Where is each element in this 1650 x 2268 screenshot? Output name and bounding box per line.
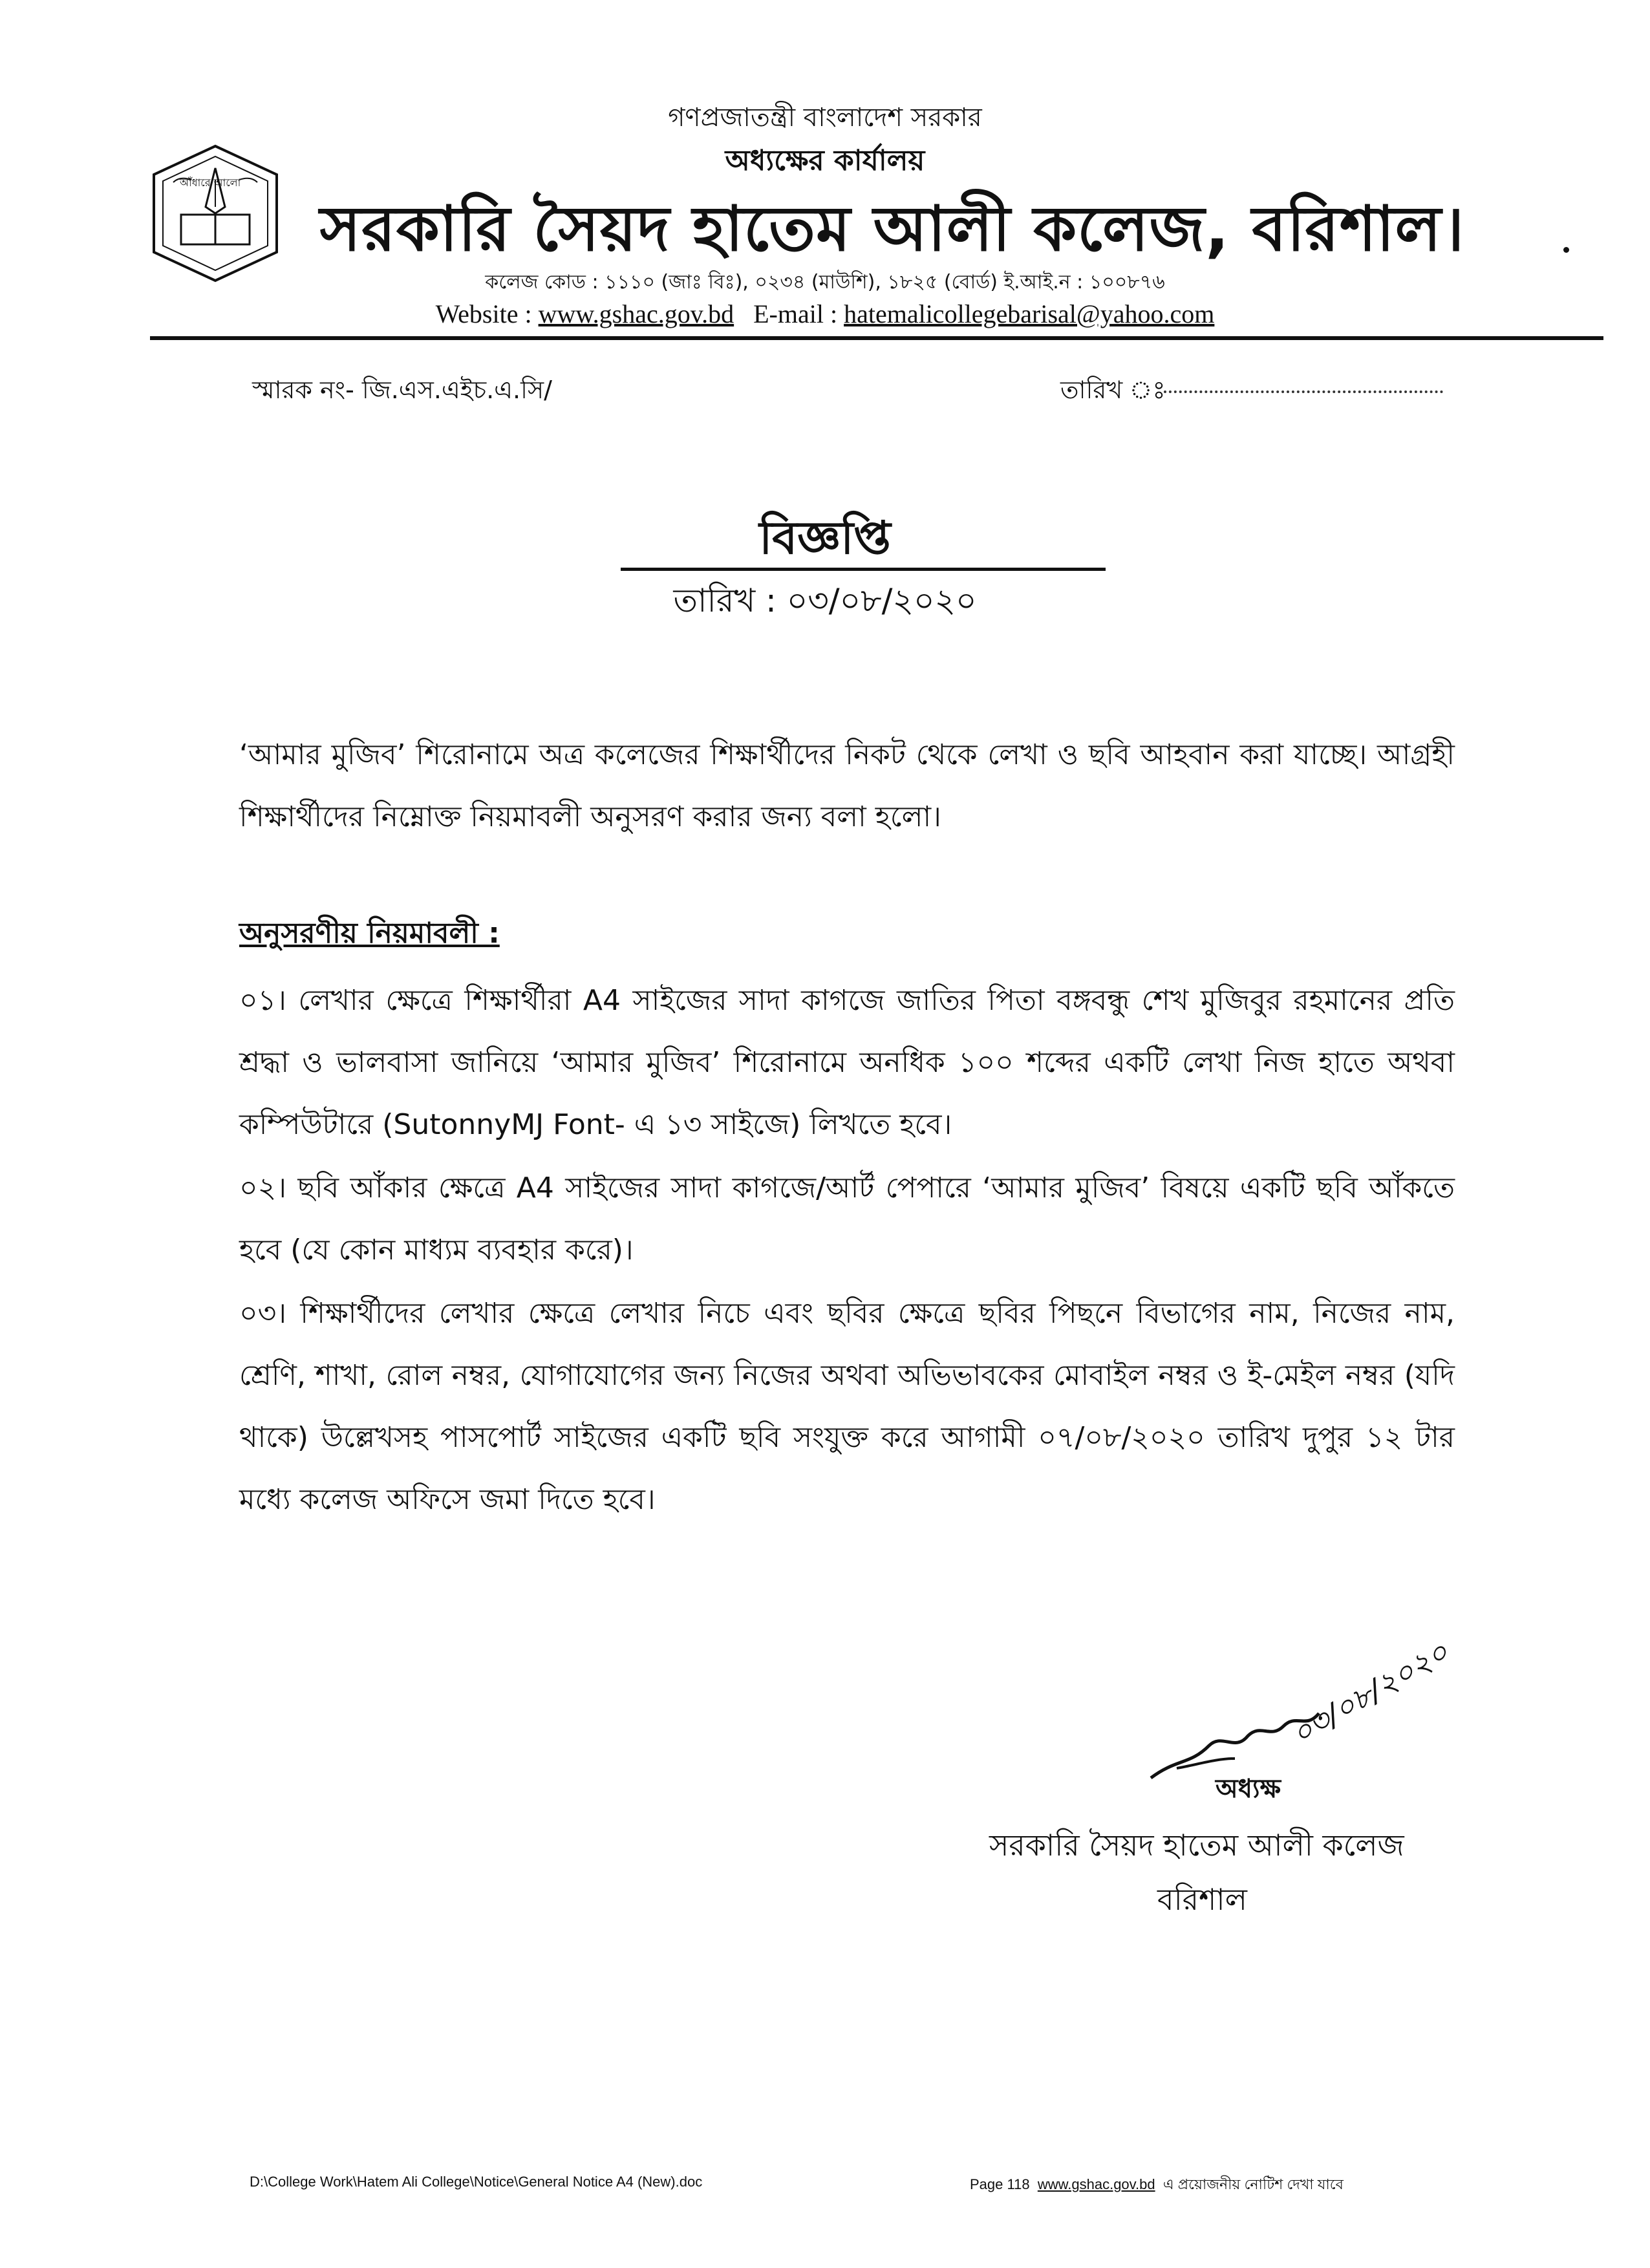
college-name: সরকারি সৈয়দ হাতেম আলী কলেজ, বরিশাল। (319, 193, 1465, 265)
rules-heading: অনুসরণীয় নিয়মাবলী : (239, 917, 500, 950)
edge-dot (1563, 247, 1569, 253)
email-label: E-mail : (753, 299, 838, 328)
footer-site-link[interactable]: www.gshac.gov.bd (1037, 2176, 1155, 2192)
contact-line (0, 299, 1650, 329)
notice-intro: ‘আমার মুজিব’ শিরোনামে অত্র কলেজের শিক্ষার্থীদের নিকট থেকে লেখা ও ছবি আহবান করা যাচ্ছে। আগ্রহী শিক্ষার্থীদের নিম্নোক্ত নিয়মাবলী অনুসরণ করার জন্য বলা হলো। (239, 738, 1455, 833)
website-link[interactable]: www.gshac.gov.bd (538, 299, 734, 328)
email-link[interactable]: hatemalicollegebarisal@yahoo.com (844, 299, 1215, 328)
rule-item-1: ০১। লেখার ক্ষেত্রে শিক্ষার্থীরা A4 সাইজের সাদা কাগজে জাতির পিতা বঙ্গবন্ধু শেখ মুজিবুর রহমানের প্রতি শ্রদ্ধা ও ভালবাসা জানিয়ে ‘আমার মুজিব’ শিরোনামে অনধিক ১০০ শব্দের একটি লেখা নিজ হাতে অথবা কম্পিউটারে (SutonnyMJ Font- এ ১৩ সাইজে) লিখতে হবে। (239, 984, 1455, 1141)
college-codes: কলেজ কোড : ১১১০ (জাঃ বিঃ), ০২৩৪ (মাউশি), ১৮২৫ (বোর্ড) ই.আই.ন : ১০০৮৭৬ (485, 271, 1165, 294)
government-title: গণপ্রজাতন্ত্রী বাংলাদেশ সরকার (668, 103, 982, 133)
office-title: অধ্যক্ষের কার্যালয় (725, 144, 925, 177)
header-divider (150, 336, 1603, 340)
notice-date: তারিখ : ০৩/০৮/২০২০ (673, 582, 977, 619)
notice-heading: বিজ্ঞপ্তি (759, 511, 891, 564)
rule-item-3: ০৩। শিক্ষার্থীদের লেখার ক্ষেত্রে লেখার নিচে এবং ছবির ক্ষেত্রে ছবির পিছনে বিভাগের নাম, নিজের নাম, শ্রেণি, শাখা, রোল নম্বর, যোগাযোগের জন্য নিজের অথবা অভিভাবকের মোবাইল নম্বর ও ই-মেইল নম্বর (যদি থাকে) উল্লেখসহ পাসপোর্ট সাইজের একটি ছবি সংযুক্ত করে আগামী ০৭/০৮/২০২০ তারিখ দুপুর ১২ টার মধ্যে কলেজ অফিসে জমা দিতে হবে। (239, 1297, 1455, 1516)
memo-number: স্মারক নং- জি.এস.এইচ.এ.সি/ (252, 376, 552, 404)
signatory-title: অধ্যক্ষ (1216, 1774, 1281, 1804)
memo-date-label: তারিখ ঃ (1060, 376, 1166, 404)
footer-page-info (970, 2174, 1344, 2198)
rule-item-2: ০২। ছবি আঁকার ক্ষেত্রে A4 সাইজের সাদা কাগজে/আর্ট পেপারে ‘আমার মুজিব’ বিষয়ে একটি ছবি আঁকতে হবে (যে কোন মাধ্যম ব্যবহার করে)। (239, 1171, 1455, 1267)
footer-page-number: Page 118 (970, 2176, 1030, 2192)
heading-underline (621, 568, 1106, 571)
signatory-city: বরিশাল (1157, 1882, 1247, 1917)
memo-date-blank (1164, 390, 1443, 393)
website-label: Website : (435, 299, 532, 328)
signature-date: ০৩/০৮/২০২০ (1285, 1634, 1455, 1752)
signatory-college: সরকারি সৈয়দ হাতেম আলী কলেজ (989, 1828, 1404, 1863)
footer-file-path: D:\College Work\Hatem Ali College\Notice\General Notice A4 (New).doc (250, 2174, 703, 2190)
logo-motto: আঁধারে আলো (180, 177, 241, 189)
footer-note: এ প্রয়োজনীয় নোটিশ দেখা যাবে (1162, 2176, 1344, 2192)
